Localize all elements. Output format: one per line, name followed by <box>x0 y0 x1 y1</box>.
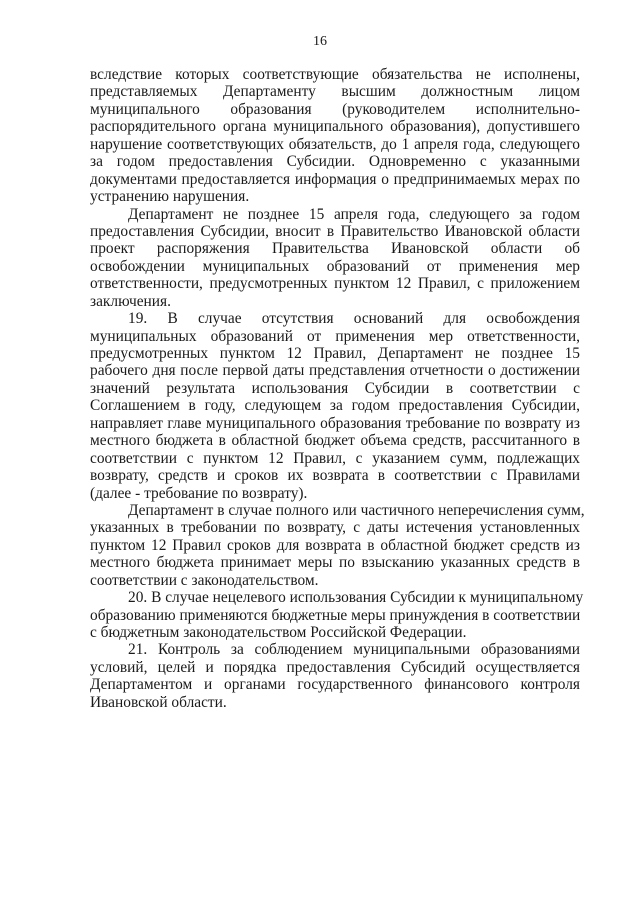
text-line: муниципальных образований от применения мер ответственности, <box>90 327 580 345</box>
text-line: (далее - требование по возврату). <box>90 484 308 502</box>
text-line: Департаментом и органами государственного финансового контроля <box>90 676 580 694</box>
text-line: указанных в требовании по возврату, с даты истечения установленных <box>90 519 580 537</box>
text-line: Соглашением в году, следующем за годом предоставления Субсидии, <box>90 397 580 415</box>
text-line: предоставления Субсидии, вносит в Правительство Ивановской области <box>90 222 580 240</box>
text-line: устранению нарушения. <box>90 188 250 206</box>
text-line: направляет главе муниципального образования требование по возврату из <box>90 414 580 432</box>
text-line: ответственности, предусмотренных пунктом 12 Правил, с приложением <box>90 275 580 293</box>
text-line: освобождении муниципальных образований от применения мер <box>90 257 580 275</box>
paragraph-item-20 <box>90 589 584 641</box>
text-line: местного бюджета в областной бюджет объема средств, рассчитанного в <box>90 432 580 450</box>
text-line: местного бюджета принимает меры по взысканию указанных средств в <box>90 554 580 572</box>
text-line: Департамент не позднее 15 апреля года, следующего за годом <box>128 205 580 223</box>
paragraph-item-19 <box>90 310 580 502</box>
text-line: за годом предоставления Субсидии. Одновременно с указанными <box>90 153 580 171</box>
text-line: значений результата использования Субсидии в соответствии с <box>90 379 580 397</box>
text-line: Департамент в случае полного или частичного неперечисления сумм, <box>128 501 585 519</box>
document-body <box>90 66 585 711</box>
text-line: документами предоставляется информация о предпринимаемых мерах по <box>90 170 580 188</box>
text-line: 20. В случае нецелевого использования Субсидии к муниципальному <box>128 589 584 607</box>
text-line: соответствии с пунктом 12 Правил, с указанием сумм, подлежащих <box>90 449 580 467</box>
text-line: Ивановской области. <box>90 693 227 711</box>
text-line: 19. В случае отсутствия оснований для освобождения <box>128 310 580 328</box>
text-line: представляемых Департаменту высшим должностным лицом <box>90 83 580 101</box>
text-line: распорядительного органа муниципального образования), допустившего <box>90 118 580 136</box>
text-line: возврату, средств и сроков их возврата в соответствии с Правилами <box>90 467 580 485</box>
paragraph-department-april <box>90 206 580 311</box>
text-line: соответствии с законодательством. <box>90 571 319 589</box>
paragraph-continuation <box>90 66 580 206</box>
text-line: предусмотренных пунктом 12 Правил, Департамент не позднее 15 <box>90 345 580 362</box>
paragraph-department-nonpayment <box>90 501 585 589</box>
text-line: заключения. <box>90 292 171 310</box>
text-line: образованию применяются бюджетные меры принуждения в соответствии <box>90 606 581 624</box>
page-number: 16 <box>313 34 327 49</box>
text-line: муниципального образования (руководителем исполнительно- <box>90 100 580 118</box>
text-line: нарушение соответствующих обязательств, до 1 апреля года, следующего <box>90 135 580 153</box>
text-line: с бюджетным законодательством Российской Федерации. <box>90 624 467 641</box>
text-line: вследствие которых соответствующие обязательства не исполнены, <box>90 66 580 83</box>
text-line: условий, целей и порядка предоставления Субсидий осуществляется <box>90 658 580 676</box>
text-line: проект распоряжения Правительства Ивановской области об <box>90 240 580 258</box>
text-line: рабочего дня после первой даты представления отчетности о достижении <box>90 362 580 380</box>
text-line: 21. Контроль за соблюдением муниципальными образованиями <box>128 641 580 659</box>
paragraph-item-21 <box>90 641 580 711</box>
text-line: пунктом 12 Правил сроков для возврата в областной бюджет средств из <box>90 536 580 554</box>
